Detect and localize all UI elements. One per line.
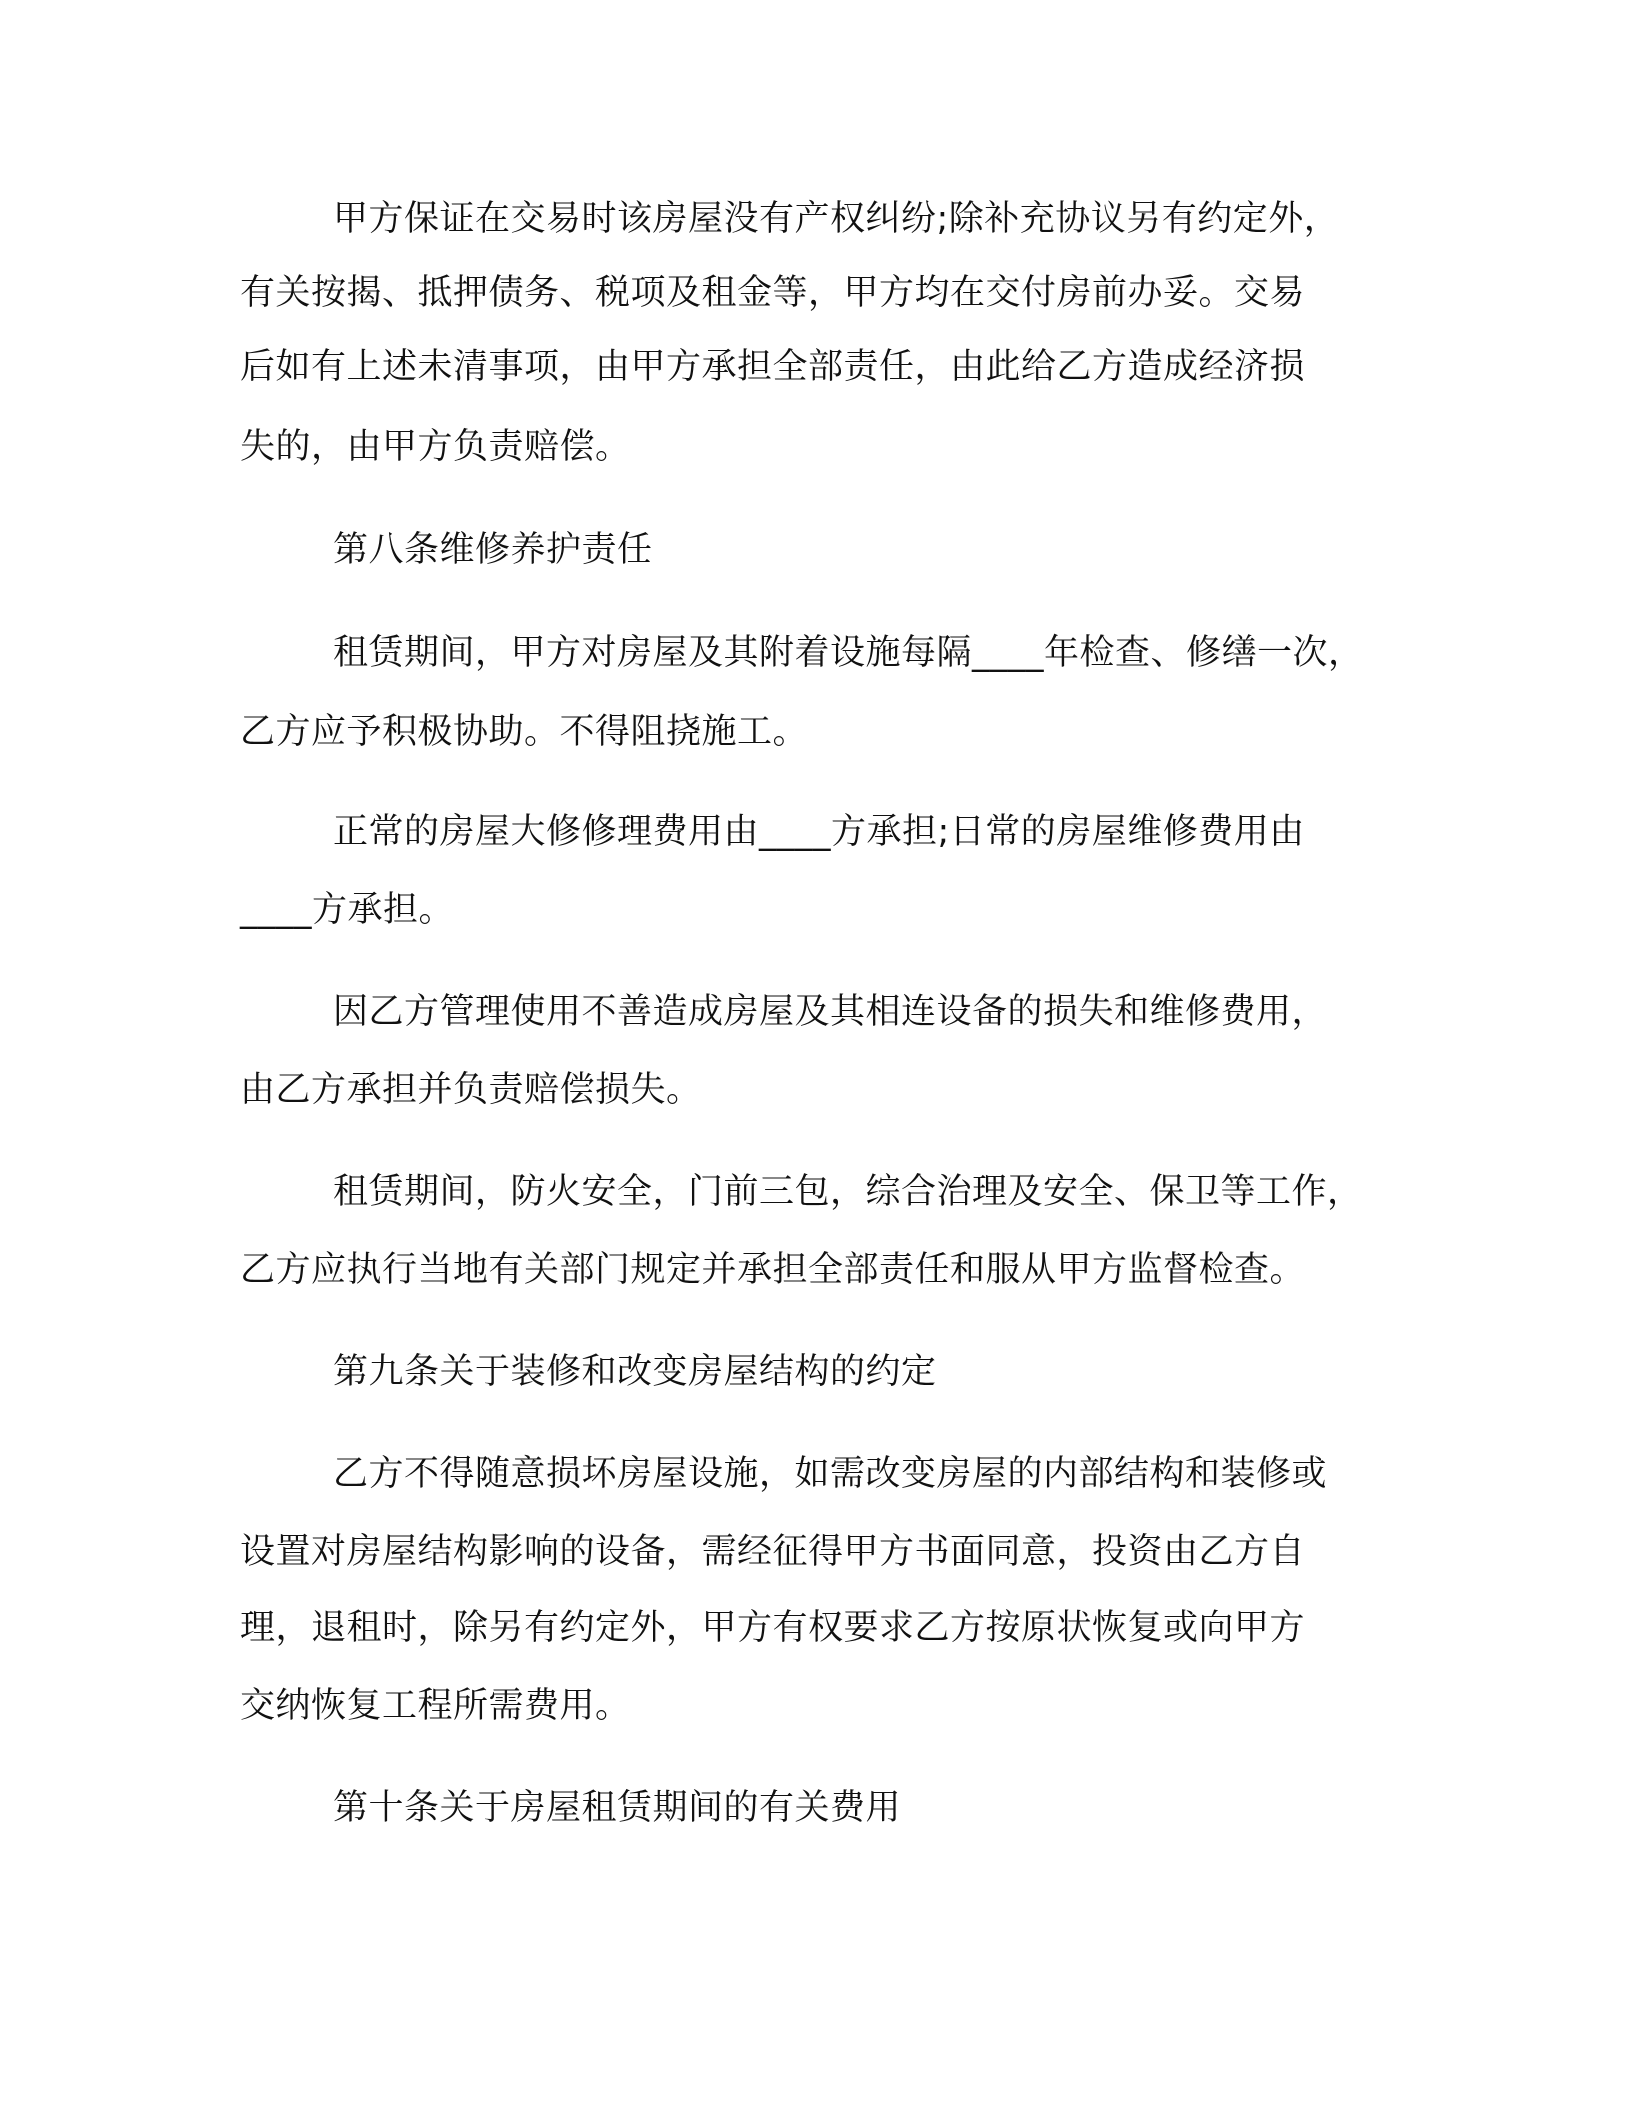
article-heading: 第八条维修养护责任 bbox=[333, 530, 653, 570]
paragraph-line: 失的，由甲方负责赔偿。 bbox=[240, 427, 631, 467]
paragraph-line: 由乙方承担并负责赔偿损失。 bbox=[240, 1070, 702, 1110]
article-heading: 第九条关于装修和改变房屋结构的约定 bbox=[333, 1352, 937, 1392]
paragraph-line: 乙方应予积极协助。不得阻挠施工。 bbox=[240, 712, 809, 752]
paragraph-line: 后如有上述未清事项，由甲方承担全部责任，由此给乙方造成经济损 bbox=[240, 347, 1306, 387]
paragraph-line: 因乙方管理使用不善造成房屋及其相连设备的损失和维修费用， bbox=[333, 992, 1328, 1032]
paragraph-line: 乙方不得随意损坏房屋设施，如需改变房屋的内部结构和装修或 bbox=[333, 1454, 1328, 1494]
paragraph-line: 租赁期间，甲方对房屋及其附着设施每隔____年检查、修缮一次， bbox=[333, 633, 1364, 673]
paragraph-line: 理，退租时，除另有约定外，甲方有权要求乙方按原状恢复或向甲方 bbox=[240, 1608, 1306, 1648]
article-heading: 第十条关于房屋租赁期间的有关费用 bbox=[333, 1788, 902, 1828]
paragraph-line: 正常的房屋大修修理费用由____方承担;日常的房屋维修费用由 bbox=[333, 812, 1305, 852]
paragraph-line: 租赁期间，防火安全，门前三包，综合治理及安全、保卫等工作， bbox=[333, 1172, 1363, 1212]
paragraph-line: 乙方应执行当地有关部门规定并承担全部责任和服从甲方监督检查。 bbox=[240, 1250, 1306, 1290]
paragraph-line: 交纳恢复工程所需费用。 bbox=[240, 1686, 631, 1726]
paragraph-line: ____方承担。 bbox=[240, 890, 455, 930]
paragraph-line: 设置对房屋结构影响的设备，需经征得甲方书面同意，投资由乙方自 bbox=[240, 1532, 1306, 1572]
paragraph-line: 甲方保证在交易时该房屋没有产权纠纷;除补充协议另有约定外， bbox=[333, 199, 1340, 239]
paragraph-line: 有关按揭、抵押债务、税项及租金等，甲方均在交付房前办妥。交易 bbox=[240, 273, 1306, 313]
